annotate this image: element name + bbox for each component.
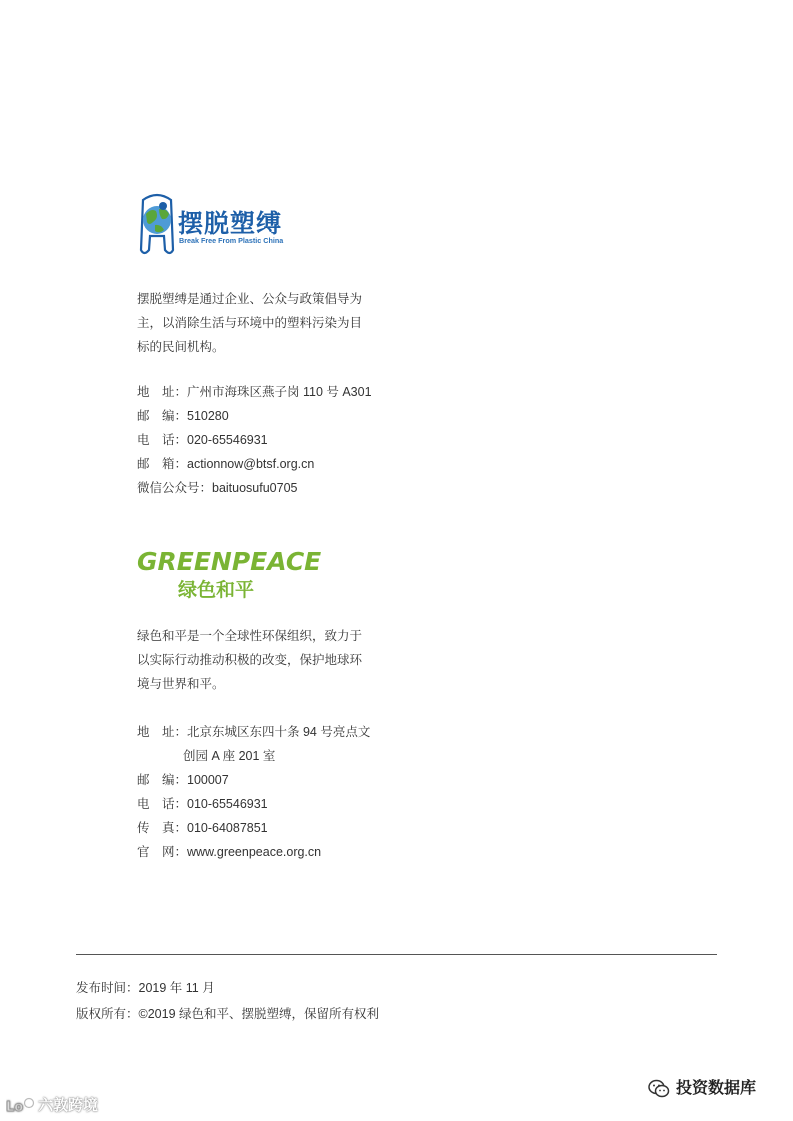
watermark-left bbox=[6, 1094, 98, 1115]
wechat-icon bbox=[648, 1079, 670, 1099]
bfpc-description-line: 摆脱塑缚是通过企业、公众与政策倡导为 bbox=[137, 292, 363, 306]
greenpeace-description bbox=[137, 624, 377, 696]
greenpeace-logo-cn: 绿色和平 bbox=[178, 580, 255, 601]
bfpc-address: 地 址：广州市海珠区燕子岗 110 号 A301 bbox=[137, 385, 372, 399]
greenpeace-website: 官 网：www.greenpeace.org.cn bbox=[137, 845, 322, 859]
bfpc-description-line: 主，以消除生活与环境中的塑料污染为目 bbox=[137, 316, 363, 330]
greenpeace-contact bbox=[137, 720, 370, 864]
bfpc-phone: 电 话：020-65546931 bbox=[137, 433, 268, 447]
greenpeace-address-cont: 创园 A 座 201 室 bbox=[183, 749, 276, 763]
globe-bag-icon bbox=[137, 192, 177, 258]
publish-date: 发布时间：2019 年 11 月 bbox=[76, 981, 215, 995]
watermark-left-text: 六敦跨境 bbox=[38, 1097, 99, 1114]
greenpeace-description-line: 境与世界和平。 bbox=[137, 677, 225, 691]
greenpeace-description-line: 以实际行动推动积极的改变，保护地球环 bbox=[137, 653, 363, 667]
bfpc-email: 邮 箱：actionnow@btsf.org.cn bbox=[137, 457, 315, 471]
bfpc-description-line: 标的民间机构。 bbox=[137, 340, 225, 354]
svg-text:Lo: Lo bbox=[6, 1100, 24, 1116]
bfpc-logo-cn: 摆脱塑缚 bbox=[178, 210, 283, 238]
greenpeace-address: 地 址：北京东城区东四十条 94 号亮点文 bbox=[137, 725, 371, 739]
copyright: 版权所有：©2019 绿色和平、摆脱塑缚，保留所有权利 bbox=[76, 1007, 379, 1021]
greenpeace-fax: 传 真：010-64087851 bbox=[137, 821, 268, 835]
bfpc-description bbox=[137, 287, 377, 359]
chat-bubble-icon bbox=[6, 1097, 36, 1115]
watermark-right-text: 投资数据库 bbox=[676, 1080, 757, 1097]
bfpc-logo-en: Break Free From Plastic China bbox=[179, 236, 284, 245]
bfpc-wechat: 微信公众号：baituosufu0705 bbox=[137, 481, 298, 495]
footer-divider bbox=[76, 954, 717, 955]
greenpeace-logo-en: GREENPEACE bbox=[137, 547, 322, 576]
footer bbox=[76, 975, 379, 1027]
bfpc-postcode: 邮 编：510280 bbox=[137, 409, 229, 423]
watermark-right bbox=[648, 1075, 756, 1099]
bfpc-contact bbox=[137, 380, 372, 500]
bfpc-logo bbox=[137, 192, 317, 258]
greenpeace-postcode: 邮 编：100007 bbox=[137, 773, 229, 787]
greenpeace-phone: 电 话：010-65546931 bbox=[137, 797, 268, 811]
greenpeace-description-line: 绿色和平是一个全球性环保组织，致力于 bbox=[137, 629, 363, 643]
